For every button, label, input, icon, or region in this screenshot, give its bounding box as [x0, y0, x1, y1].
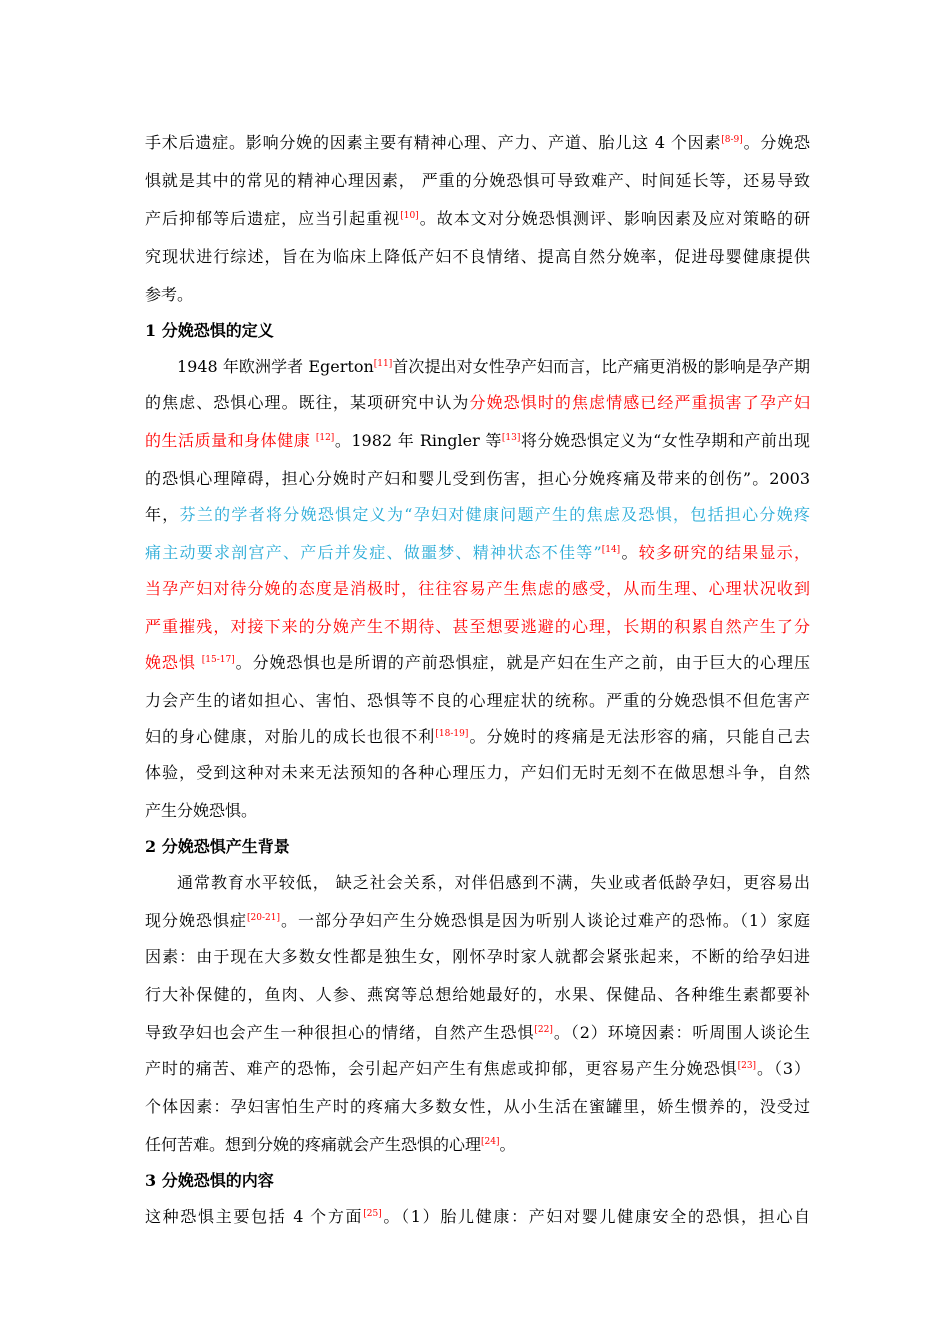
citation-ref: [23]	[737, 1061, 757, 1071]
text-segment: 个体因素：孕妇害怕生产时的疼痛大多数女性，从小生活在蜜罐里，娇生惯养的，没受过	[145, 1097, 810, 1116]
text-segment: 较多研究的结果显示，	[638, 543, 810, 562]
text-segment: 娩恐惧	[145, 653, 202, 672]
citation-ref: [15-17]	[201, 655, 235, 665]
citation-ref: [14]	[601, 545, 621, 555]
text-line	[145, 800, 810, 822]
citation-ref: [8-9]	[721, 135, 743, 145]
text-segment: 的生活质量和身体健康	[145, 431, 316, 450]
text-segment: 。（2）环境因素：听周围人谈论生	[552, 1023, 810, 1042]
text-segment: 。	[499, 1135, 516, 1154]
text-line	[145, 652, 810, 674]
text-segment: 首次提出对女性孕产妇而言，比产痛更消极的影响是孕产期	[392, 357, 810, 376]
citation-ref: [18-19]	[435, 729, 469, 739]
text-line	[145, 284, 810, 306]
text-segment: 产后抑郁等后遗症，应当引起重视	[145, 209, 401, 228]
text-segment: 产时的痛苦、难产的恐怖，会引起产妇产生有焦虑或抑郁，更容易产生分娩恐惧	[145, 1059, 738, 1078]
citation-ref: [22]	[534, 1025, 553, 1035]
text-line	[145, 1096, 810, 1118]
citation-ref: [11]	[373, 359, 393, 369]
citation-ref: [24]	[481, 1137, 500, 1147]
text-segment: 。故本文对分娩恐惧测评、影响因素及应对策略的研	[418, 209, 810, 228]
text-segment: 行大补保健的，鱼肉、人参、燕窝等总想给她最好的，水果、保健品、各种维生素都要补	[145, 985, 810, 1004]
text-segment: 的恐惧心理障碍，担心分娩时产妇和婴儿受到伤害，担心分娩疼痛及带来的创伤”。2003	[145, 469, 810, 488]
citation-ref: [13]	[501, 433, 521, 443]
text-segment: 。	[620, 543, 639, 562]
text-segment: 现分娩恐惧症	[145, 911, 247, 930]
text-segment: 痛主动要求剖宫产、产后并发症、做噩梦、精神状态不佳等”	[145, 543, 602, 562]
text-line	[145, 170, 810, 192]
text-segment: 产生分娩恐惧。	[145, 801, 258, 820]
text-segment: 惧就是其中的常见的精神心理因素， 严重的分娩恐惧可导致难产、时间延长等，还易导致	[145, 171, 810, 190]
text-segment: 。分娩恐	[742, 133, 810, 152]
text-segment: 芬兰的学者将分娩恐惧定义为“孕妇对健康问题产生的焦虑及恐惧，包括担心分娩疼	[179, 505, 810, 524]
text-segment: 当孕产妇对待分娩的态度是消极时，往往容易产生焦虑的感受，从而生理、心理状况收到	[145, 579, 810, 598]
text-segment: 通常教育水平较低， 缺乏社会关系，对伴侣感到不满，失业或者低龄孕妇，更容易出	[177, 873, 810, 892]
text-line	[145, 208, 810, 230]
citation-ref: [20-21]	[246, 913, 280, 923]
text-line	[145, 726, 810, 748]
text-line	[145, 984, 810, 1006]
text-segment: 。一部分孕妇产生分娩恐惧是因为听别人谈论过难产的恐怖。（1）家庭	[279, 911, 810, 930]
text-line	[145, 542, 810, 564]
text-segment: 手术后遗症。影响分娩的因素主要有精神心理、产力、产道、胎儿这 4 个因素	[145, 133, 722, 152]
text-line	[177, 356, 810, 378]
section-heading: 1 分娩恐惧的定义	[145, 321, 274, 340]
text-line	[145, 468, 810, 490]
text-line	[145, 1022, 810, 1044]
text-segment: 任何苦难。想到分娩的疼痛就会产生恐惧的心理	[145, 1135, 482, 1154]
text-line	[145, 910, 810, 932]
text-segment: 究现状进行综述，旨在为临床上降低产妇不良情绪、提高自然分娩率，促进母婴健康提供	[145, 247, 810, 266]
text-line	[145, 690, 810, 712]
text-segment: 年，	[145, 505, 180, 524]
text-line	[145, 616, 810, 638]
text-segment: 力会产生的诸如担心、害怕、恐惧等不良的心理症状的统称。严重的分娩恐惧不但危害产	[145, 691, 810, 710]
text-segment: 分娩恐惧时的焦虑情感已经严重损害了孕产妇	[469, 393, 810, 412]
text-segment: 因素：由于现在大多数女性都是独生女，刚怀孕时家人就都会紧张起来，不断的给孕妇进	[145, 947, 810, 966]
text-segment: 这种恐惧主要包括 4 个方面	[145, 1207, 364, 1226]
text-segment: 。（1）胎儿健康：产妇对婴儿健康安全的恐惧，担心自	[381, 1207, 810, 1226]
text-line	[145, 392, 810, 414]
text-segment: 1948 年欧洲学者 Egerton	[177, 357, 374, 376]
section-heading: 3 分娩恐惧的内容	[145, 1171, 274, 1190]
text-segment: 。（3）	[756, 1059, 810, 1078]
text-line	[145, 504, 810, 526]
text-segment: 的焦虑、恐惧心理。既往，某项研究中认为	[145, 393, 470, 412]
text-line	[145, 762, 810, 784]
text-segment: 。分娩恐惧也是所谓的产前恐惧症，就是产妇在生产之前，由于巨大的心理压	[234, 653, 810, 672]
citation-ref: [10]	[400, 211, 419, 221]
text-segment: 严重摧残，对接下来的分娩产生不期待、甚至想要逃避的心理，长期的积累自然产生了分	[145, 617, 810, 636]
text-line	[145, 1058, 810, 1080]
text-line	[145, 132, 810, 154]
text-segment: 将分娩恐惧定义为“女性孕期和产前出现	[520, 431, 810, 450]
text-line	[145, 246, 810, 268]
text-segment: 。1982 年 Ringler 等	[334, 431, 502, 450]
citation-ref: [12]	[315, 433, 335, 443]
text-line	[145, 578, 810, 600]
text-line	[145, 946, 810, 968]
text-line	[145, 430, 810, 452]
text-segment: 妇的身心健康，对胎儿的成长也很不利	[145, 727, 436, 746]
text-segment: 体验，受到这种对未来无法预知的各种心理压力，产妇们无时无刻不在做思想斗争，自然	[145, 763, 810, 782]
text-line	[145, 1206, 810, 1228]
text-line	[145, 1134, 810, 1156]
text-line	[177, 872, 810, 894]
citation-ref: [25]	[363, 1209, 382, 1219]
text-segment: 参考。	[145, 285, 194, 304]
section-heading: 2 分娩恐惧产生背景	[145, 837, 290, 856]
text-segment: 。分娩时的疼痛是无法形容的痛，只能自己去	[468, 727, 810, 746]
text-segment: 导致孕妇也会产生一种很担心的情绪，自然产生恐惧	[145, 1023, 535, 1042]
